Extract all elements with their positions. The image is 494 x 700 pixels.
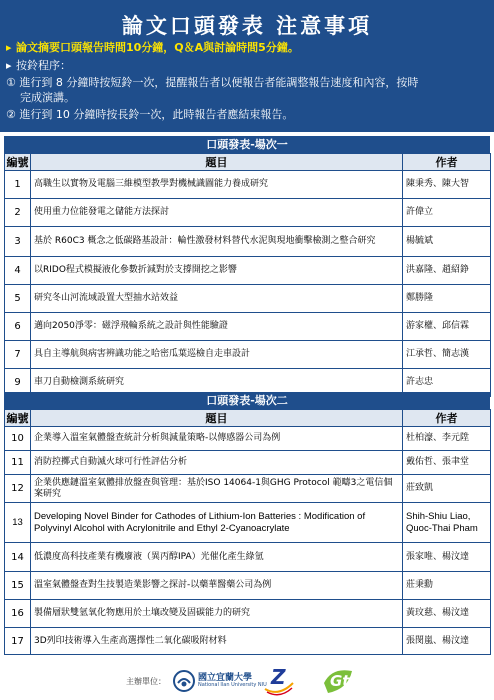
z-logo bbox=[262, 665, 296, 697]
table-row bbox=[5, 341, 491, 369]
row-title: 企業導入溫室氣體盤查統計分析與減量策略-以傳感器公司為例 bbox=[31, 427, 403, 451]
row-title: Developing Novel Binder for Cathodes of Lithium-Ion Batteries : Modification of Polyvinyl Alcohol with Acrylonitrile and Ethyl 2-Cyanoacrylate bbox=[31, 503, 403, 543]
gt-logo bbox=[322, 667, 356, 697]
row-author: 戴佑哲、張聿堂 bbox=[403, 451, 491, 475]
session1-table bbox=[4, 153, 491, 397]
page-title: 論文口頭發表 注意事項 bbox=[121, 14, 373, 38]
row-number: 16 bbox=[5, 600, 31, 628]
row-author: 莊致凱 bbox=[403, 475, 491, 503]
column-header-no: 編號 bbox=[6, 155, 29, 169]
row-author: 陳秉秀、陳大智 bbox=[403, 171, 491, 199]
row-title: 高職生以實物及電腦三維模型教學對機械識圖能力養成研究 bbox=[31, 171, 403, 199]
table-header-row bbox=[5, 154, 491, 171]
row-title: 消防控擲式自動滅火球可行性評估分析 bbox=[31, 451, 403, 475]
column-header-author: 作者 bbox=[403, 154, 491, 171]
session2-title: 口頭發表-場次二 bbox=[4, 392, 490, 409]
row-title: 3D列印技術導入生產高選擇性二氧化碳吸附材料 bbox=[31, 628, 403, 655]
row-author: 莊秉勳 bbox=[403, 572, 491, 600]
row-number: 2 bbox=[5, 199, 31, 227]
table-row bbox=[5, 475, 491, 503]
row-title: 車刀自動檢測系統研究 bbox=[31, 369, 403, 397]
row-title: 製備層狀雙氫氧化物應用於土壤改變及固碳能力的研究 bbox=[31, 600, 403, 628]
bell-procedure-heading: ▸ 按鈴程序： bbox=[6, 59, 71, 72]
table-row bbox=[5, 313, 491, 341]
row-author: 黃玟慈、楊汶達 bbox=[403, 600, 491, 628]
table-row bbox=[5, 427, 491, 451]
row-number: 1 bbox=[5, 171, 31, 199]
row-title: 以RIDO程式模擬液化參數折減對於支撐開挖之影響 bbox=[31, 257, 403, 285]
row-author: 游家權、邱信霖 bbox=[403, 313, 491, 341]
arrow-bullet-icon: ▸ bbox=[6, 41, 12, 54]
row-author: Shih-Shiu Liao, Quoc-Thai Pham bbox=[403, 503, 491, 543]
column-header-author: 作者 bbox=[403, 410, 491, 427]
table-header-row bbox=[5, 410, 491, 427]
table-row bbox=[5, 451, 491, 475]
table-row bbox=[5, 572, 491, 600]
row-number: 14 bbox=[5, 543, 31, 572]
column-header-title: 題目 bbox=[31, 154, 403, 171]
session1-title: 口頭發表-場次一 bbox=[4, 136, 490, 153]
row-number: 4 bbox=[5, 257, 31, 285]
table-row bbox=[5, 543, 491, 572]
row-number: 11 bbox=[5, 451, 31, 475]
row-title: 基於 R60C3 概念之低碳路基設計：輪性激發材料替代水泥與現地衝擊檢測之整合研究 bbox=[31, 227, 403, 257]
row-number: 13 bbox=[5, 503, 31, 543]
row-title: 低濃度高科技產業有機廢液（異丙醇IPA）光催化產生綠氫 bbox=[31, 543, 403, 572]
table-row bbox=[5, 285, 491, 313]
row-title: 溫室氣體盤查對生技製造業影響之探討-以藥華醫藥公司為例 bbox=[31, 572, 403, 600]
time-notice: ▸ 論文摘要口頭報告時間10分鐘，Q＆A與討論時間5分鐘。 bbox=[6, 41, 299, 54]
table-row bbox=[5, 199, 491, 227]
niu-emblem-icon bbox=[172, 669, 196, 693]
row-number: 15 bbox=[5, 572, 31, 600]
row-author: 張閔嵐、楊汶達 bbox=[403, 628, 491, 655]
table-row bbox=[5, 600, 491, 628]
row-author: 洪嘉隆、趙紹錚 bbox=[403, 257, 491, 285]
row-number: 5 bbox=[5, 285, 31, 313]
circled-number-2: ② bbox=[6, 108, 16, 121]
niu-logo-name: 國立宜蘭大學 bbox=[198, 673, 253, 683]
row-number: 10 bbox=[5, 427, 31, 451]
z-logo-mark: Z bbox=[271, 665, 286, 689]
row-number: 9 bbox=[5, 369, 31, 397]
row-author: 杜柏濠、李元陞 bbox=[403, 427, 491, 451]
row-title: 邁向2050淨零：磁浮飛輪系統之設計與性能驗證 bbox=[31, 313, 403, 341]
table-row bbox=[5, 628, 491, 655]
row-author: 許偉立 bbox=[403, 199, 491, 227]
row-number: 12 bbox=[5, 475, 31, 503]
instructions-panel bbox=[0, 0, 494, 132]
table-row bbox=[5, 257, 491, 285]
session2-table bbox=[4, 409, 491, 655]
table-row bbox=[5, 503, 491, 543]
row-number: 17 bbox=[5, 628, 31, 655]
niu-logo-subtitle: National Ilan University NIU bbox=[198, 682, 267, 688]
bell-rule-1-continued: 完成演講。 bbox=[20, 91, 75, 104]
host-label: 主辦單位： bbox=[126, 677, 166, 686]
column-header-title: 題目 bbox=[31, 410, 403, 427]
row-author: 鄭勝隆 bbox=[403, 285, 491, 313]
arrow-bullet-icon: ▸ bbox=[6, 59, 12, 72]
row-number: 3 bbox=[5, 227, 31, 257]
gt-logo-mark: Gt bbox=[330, 672, 350, 690]
row-author: 江承哲、簡志漢 bbox=[403, 341, 491, 369]
column-header-no: 編號 bbox=[6, 411, 29, 425]
row-number: 6 bbox=[5, 313, 31, 341]
row-title: 研究冬山河流域設置大型抽水站效益 bbox=[31, 285, 403, 313]
row-title: 使用重力位能發電之儲能方法探討 bbox=[31, 199, 403, 227]
footer bbox=[0, 665, 494, 700]
row-title: 具自主導航與病害辨識功能之哈密瓜葉巡檢自走車設計 bbox=[31, 341, 403, 369]
bell-rule-1: ① 進行到 8 分鐘時按短鈴一次，提醒報告者以便報告者能調整報告速度和內容，按時 bbox=[6, 76, 419, 89]
row-number: 7 bbox=[5, 341, 31, 369]
table-row bbox=[5, 171, 491, 199]
row-title: 企業供應鏈溫室氣體排放盤查與管理：基於ISO 14064-1與GHG Protocol 範疇3之電信個案研究 bbox=[31, 475, 403, 503]
row-author: 楊毓斌 bbox=[403, 227, 491, 257]
row-author: 許志忠 bbox=[403, 369, 491, 397]
row-author: 張家唯、楊汶達 bbox=[403, 543, 491, 572]
bell-rule-2: ② 進行到 10 分鐘時按長鈴一次，此時報告者應結束報告。 bbox=[6, 108, 294, 121]
circled-number-1: ① bbox=[6, 76, 16, 89]
niu-logo bbox=[172, 667, 267, 695]
table-row bbox=[5, 227, 491, 257]
